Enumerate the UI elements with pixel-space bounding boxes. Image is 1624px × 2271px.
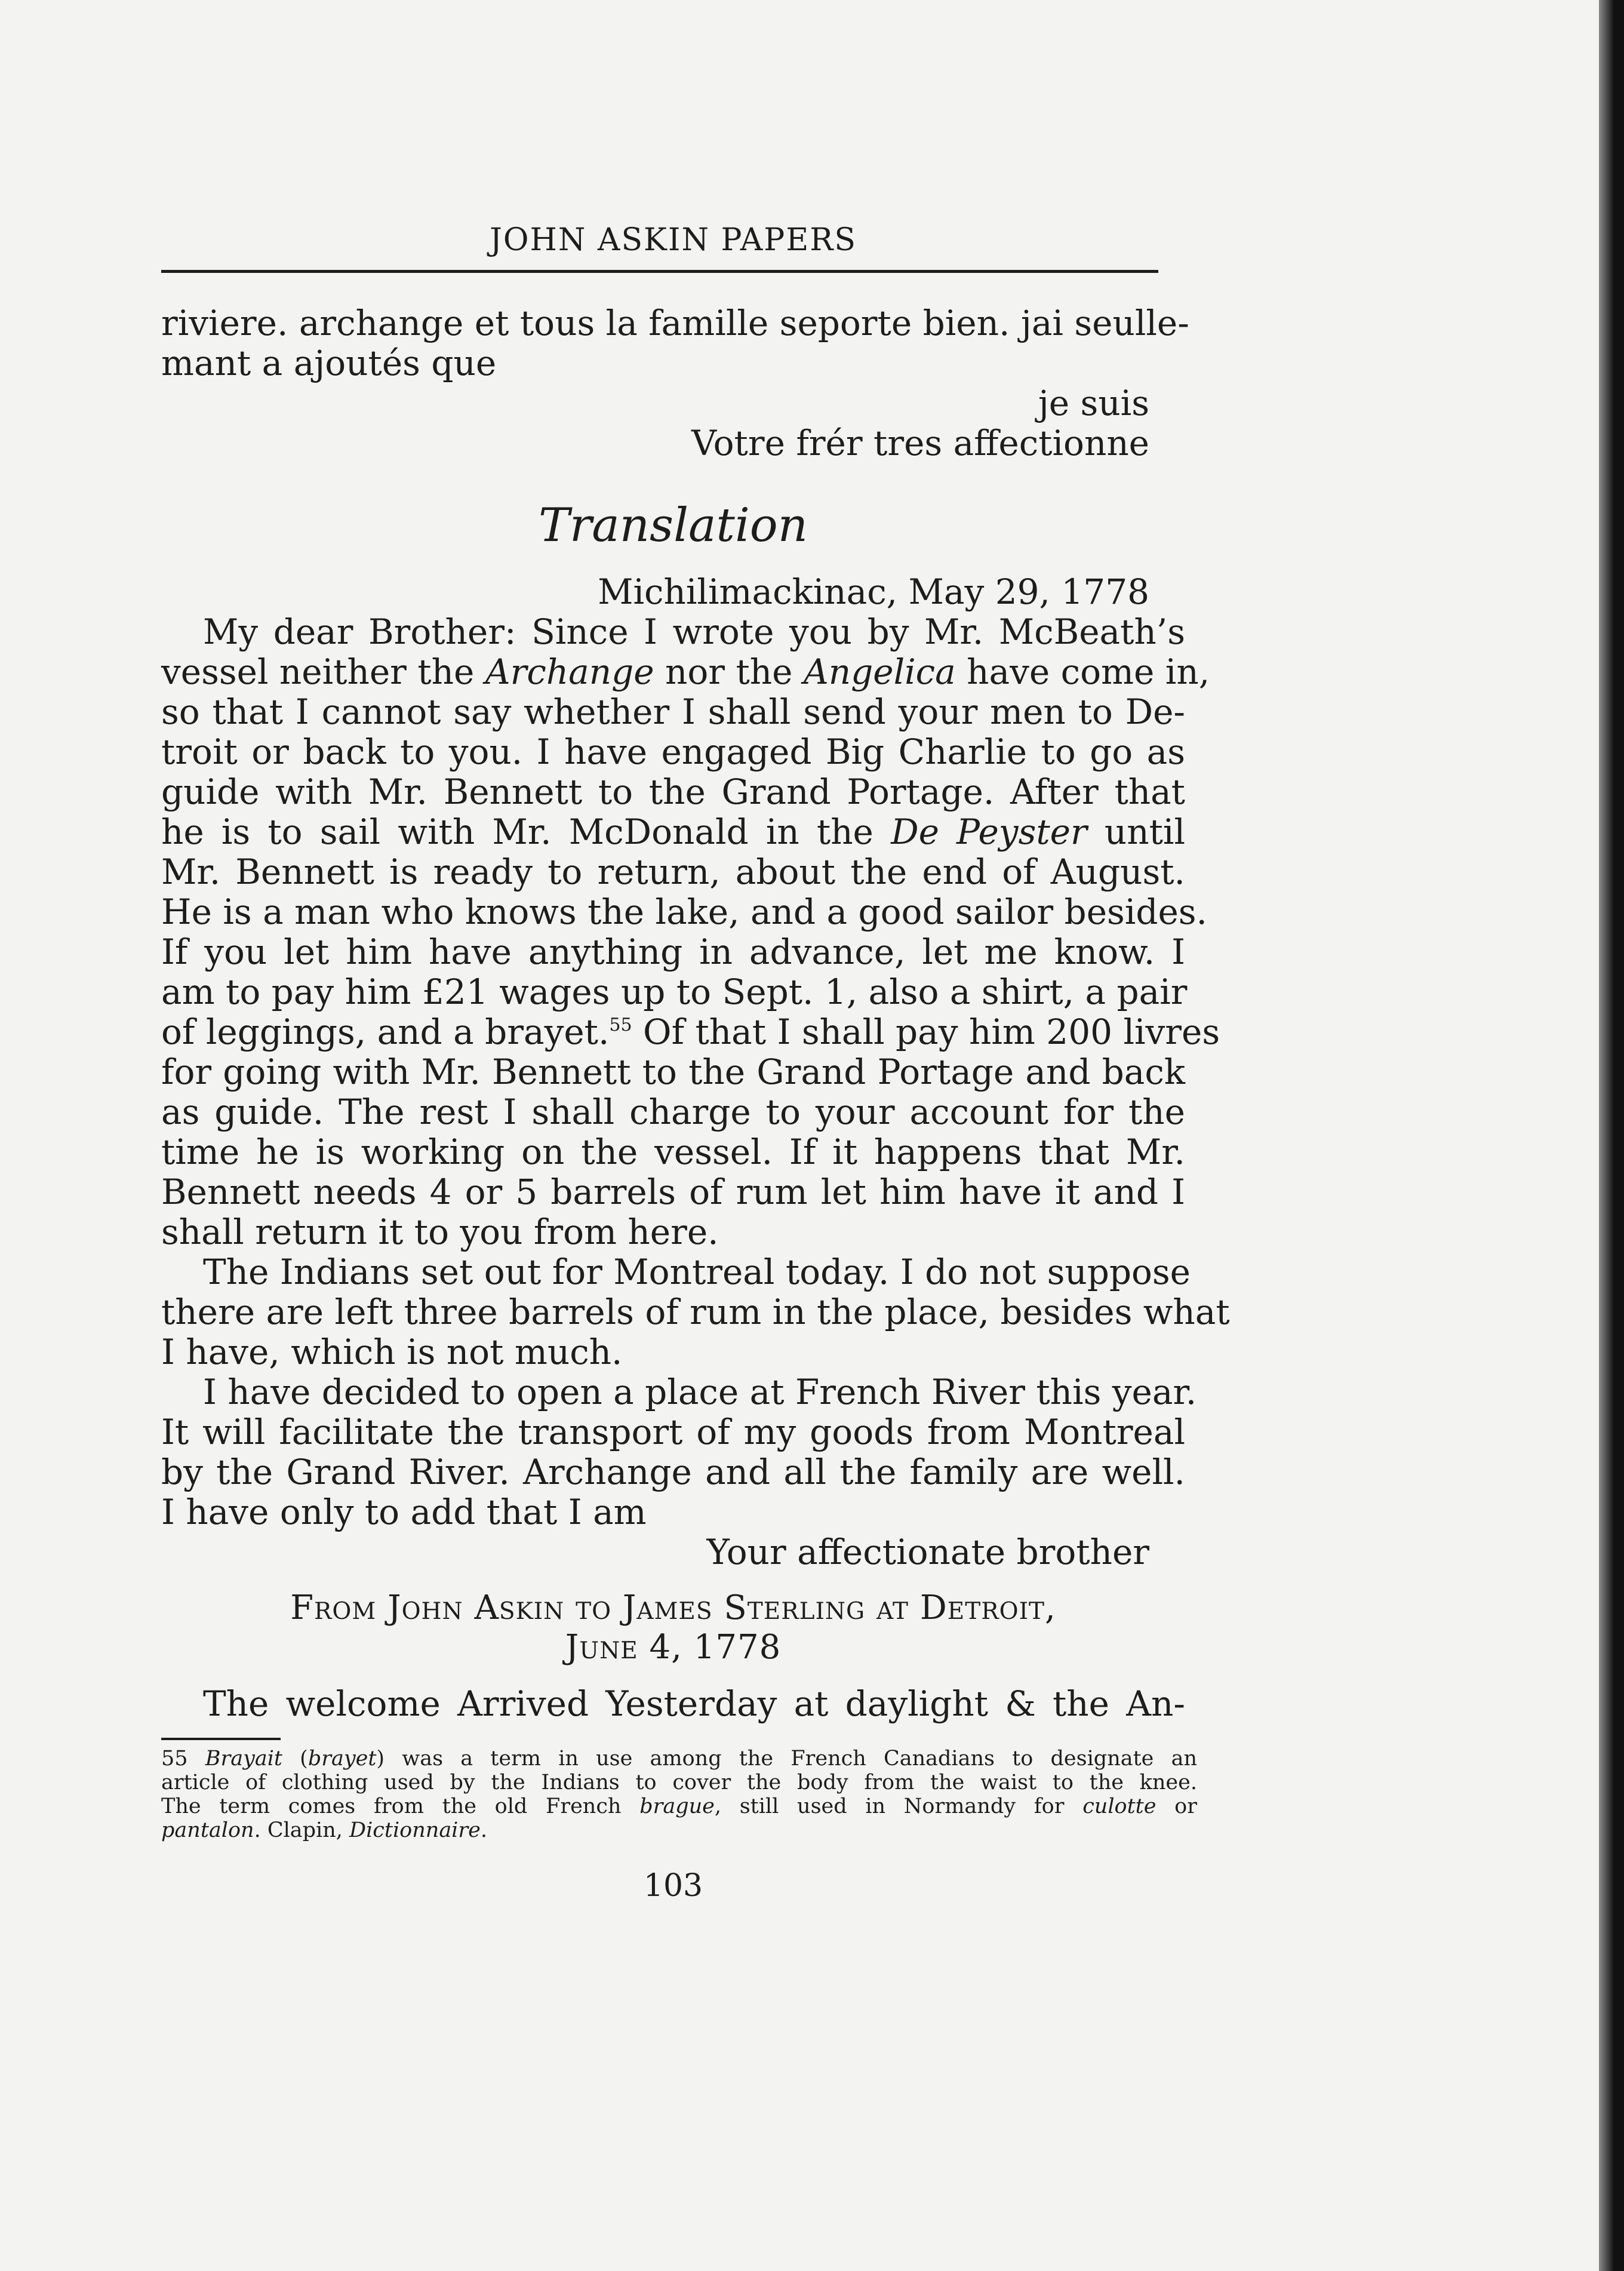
text-line: If you let him have anything in advance, let me know. I [161, 932, 1185, 972]
text-line: shall return it to you from here. [161, 1212, 719, 1252]
text-line: so that I cannot say whether I shall send your men to De- [161, 692, 1185, 732]
header-rule [161, 270, 1158, 273]
text-line: It will facilitate the transport of my goods from Montreal [161, 1412, 1185, 1452]
running-head: JOHN ASKIN PAPERS [490, 222, 857, 258]
letter-heading-line: From John Askin to James Sterling at Detroit, [290, 1588, 1056, 1627]
ship-name: Archange [485, 652, 654, 692]
text-line: for going with Mr. Bennett to the Grand Portage and back [161, 1052, 1185, 1092]
text-line: He is a man who knows the lake, and a good sailor besides. [161, 892, 1207, 932]
text-line: there are left three barrels of rum in the place, besides what [161, 1292, 1230, 1332]
translation-body [161, 571, 1230, 1572]
text-line: vessel neither the Archange nor the Angelica have come in, [161, 652, 1210, 692]
footnote-line: The term comes from the old French brague, still used in Normandy for culotte or [161, 1794, 1197, 1818]
page-number: 103 [643, 1868, 703, 1904]
footnote-rule [161, 1738, 281, 1740]
text-line: mant a ajoutés que [161, 343, 497, 383]
translation-heading: Translation [538, 499, 808, 552]
text-line: Mr. Bennett is ready to return, about the end of August. [161, 852, 1185, 892]
footnote [161, 1747, 1197, 1842]
text-line: The Indians set out for Montreal today. I do not suppose [203, 1252, 1191, 1292]
text-line: I have decided to open a place at French River this year. [203, 1372, 1197, 1412]
footnote-marker[interactable]: 55 [609, 1015, 632, 1035]
footnote-line: pantalon. Clapin, Dictionnaire. [161, 1818, 487, 1842]
text-line: The welcome Arrived Yesterday at daylight & the An- [203, 1683, 1185, 1724]
text-line: of leggings, and a brayet.$^{55}$ Of that I shall pay him 200 livres [161, 1012, 1220, 1052]
text-line: by the Grand River. Archange and all the family are well. [161, 1452, 1185, 1492]
footnote-line: article of clothing used by the Indians to cover the body from the waist to the knee. [161, 1771, 1197, 1794]
text-line: riviere. archange et tous la famille seporte bien. jai seulle- [161, 303, 1189, 343]
closing-line: Your affectionate brother [706, 1532, 1149, 1572]
ship-name: Angelica [803, 652, 956, 692]
letter-heading [161, 1588, 1185, 1667]
text-line: troit or back to you. I have engaged Big Charlie to go as [161, 732, 1185, 772]
french-letter-tail [161, 303, 1189, 463]
footnote-line: 55 Brayait (brayet) was a term in use among the French Canadians to designate an [161, 1747, 1197, 1771]
ship-name: De Peyster [891, 812, 1087, 852]
text-line: I have only to add that I am [161, 1492, 647, 1532]
text-line: time he is working on the vessel. If it happens that Mr. [161, 1132, 1185, 1172]
text-line: I have, which is not much. [161, 1332, 623, 1372]
letter-heading-line: June 4, 1778 [565, 1628, 782, 1667]
closing-line: Votre frér tres affectionne [691, 423, 1149, 463]
page-edge-shadow [1599, 0, 1624, 2271]
text-line: he is to sail with Mr. McDonald in the De Peyster until [161, 812, 1185, 852]
closing-line: je suis [1038, 383, 1149, 423]
text-line: guide with Mr. Bennett to the Grand Portage. After that [161, 772, 1185, 812]
text-line: My dear Brother: Since I wrote you by Mr. McBeath’s [203, 611, 1185, 652]
text-line: as guide. The rest I shall charge to your account for the [161, 1092, 1185, 1132]
text-line: Bennett needs 4 or 5 barrels of rum let him have it and I [161, 1172, 1185, 1212]
dateline: Michilimackinac, May 29, 1778 [598, 571, 1149, 612]
next-letter-body [161, 1684, 1185, 1724]
text-line: am to pay him £21 wages up to Sept. 1, also a shirt, a pair [161, 972, 1188, 1012]
footnote-number: 55 [161, 1747, 188, 1771]
